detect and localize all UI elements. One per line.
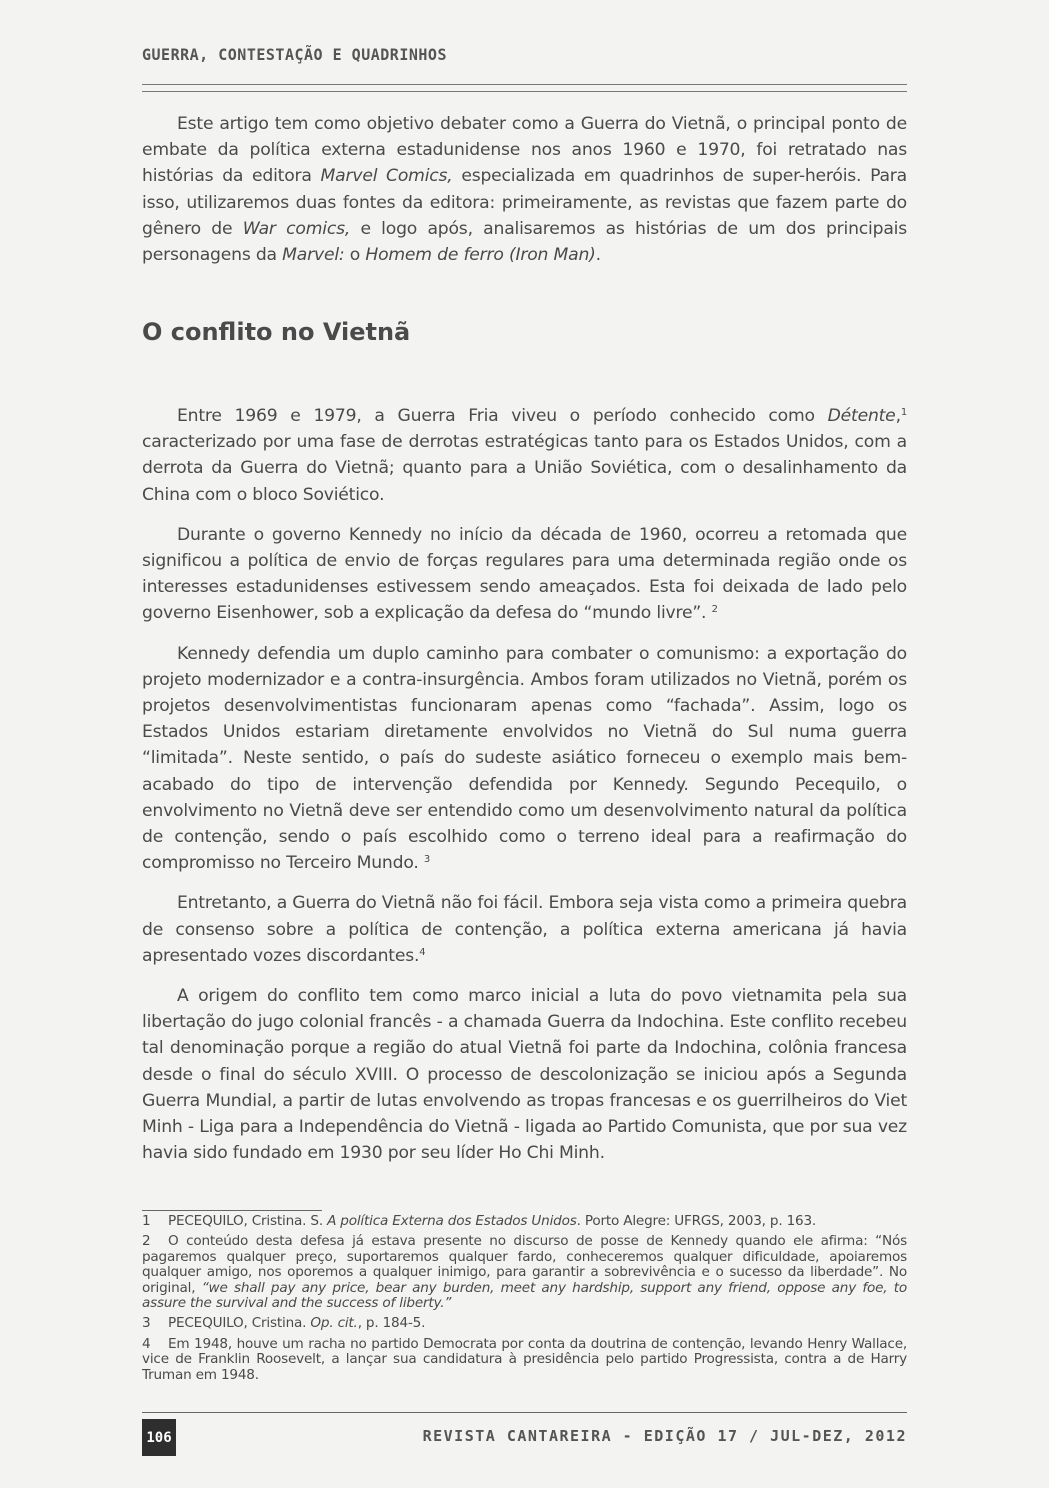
- footnote-4: 4 Em 1948, houve um racha no partido Democrata por conta da doutrina de contenção, levando Henry Wallace, vice de Franklin Roosevelt, a lançar sua candidatura à presidência pelo partido Progressista, contra a de Harry Truman em 1948.: [142, 1335, 907, 1383]
- paragraph-1: Entre 1969 e 1979, a Guerra Fria viveu o período conhecido como Détente,$^1$ caracterizado por uma fase de derrotas estratégicas tanto para os Estados Unidos, com a derrota da Guerra do Vietnã; quanto para a União Soviética, com o desalinhamento da China com o bloco Soviético.: [142, 406, 907, 505]
- paragraph-5: A origem do conflito tem como marco inicial a luta do povo vietnamita pela sua libertação do jugo colonial francês - a chamada Guerra da Indochina. Este conflito recebeu tal denominação porque a região do atual Vietnã foi parte da Indochina, colônia francesa desde o final do século XVIII. O processo de descolonização se iniciou após a Segunda Guerra Mundial, a partir de lutas envolvendo as tropas francesas e os guerrilheiros do Viet Minh - Liga para a Independência do Vietnã - ligada ao Partido Comunista, que por sua vez havia sido fundado em 1930 por seu líder Ho Chi Minh.: [142, 986, 907, 1164]
- paragraph-3: Kennedy defendia um duplo caminho para combater o comunismo: a exportação do projeto modernizador e a contra-insurgência. Ambos foram utilizados no Vietnã, porém os projetos desenvolvimentistas funcionaram apenas como “fachada”. Assim, logo os Estados Unidos estariam diretamente envolvidos no Vietnã do Sul numa guerra “limitada”. Neste sentido, o país do sudeste asiático forneceu o exemplo mais bem-acabado do tipo de intervenção defendida por Kennedy. Segundo Pecequilo, o envolvimento no Vietnã deve ser entendido como um desenvolvimento natural da política de contenção, sendo o país escolhido como o terreno ideal para a reafirmação do compromisso no Terceiro Mundo. $^3$: [142, 643, 907, 874]
- section-body: [142, 403, 907, 1166]
- footnote-3: 3 PECEQUILO, Cristina. Op. cit., p. 184-5.: [142, 1315, 426, 1332]
- intro-paragraph: Este artigo tem como objetivo debater como a Guerra do Vietnã, o principal ponto de embate da política externa estadunidense nos anos 1960 e 1970, foi retratado nas histórias da editora Marvel Comics, especializada em quadrinhos de super-heróis. Para isso, utilizaremos duas fontes da editora: primeiramente, as revistas que fazem parte do gênero de War comics, e logo após, analisaremos as histórias de um dos principais personagens da Marvel: o Homem de ferro (Iron Man).: [142, 114, 908, 266]
- header-rule: [142, 84, 907, 92]
- footnote-2: 2 O conteúdo desta defesa já estava presente no discurso de posse de Kennedy quando ele afirma: “Nós pagaremos qualquer preço, suportaremos qualquer fardo, conheceremos qualquer dificuldade, apoiaremos qualquer amigo, nos oporemos a qualquer inimigo, para garantir a sobrevivência e o sucesso da liberdade”. No original, “we shall pay any price, bear any burden, meet any hardship, support any friend, oppose any foe, to assure the survival and the success of liberty.”: [142, 1233, 907, 1312]
- intro-section: [142, 111, 907, 268]
- running-title: GUERRA, CONTESTAÇÃO E QUADRINHOS: [142, 45, 447, 65]
- footnote-ref-2[interactable]: 2: [711, 604, 718, 616]
- paragraph-4: Entretanto, a Guerra do Vietnã não foi fácil. Embora seja vista como a primeira quebra de consenso sobre a política de contenção, a política externa americana já havia apresentado vozes discordantes.$^4$: [142, 893, 907, 966]
- footnote-1: 1 PECEQUILO, Cristina. S. A política Externa dos Estados Unidos. Porto Alegre: UFRGS, 2003, p. 163.: [142, 1213, 817, 1229]
- footnote-ref-4[interactable]: 4: [419, 946, 426, 958]
- footnotes: [142, 1214, 907, 1388]
- journal-info: REVISTA CANTAREIRA - EDIÇÃO 17 / JUL-DEZ, 2012: [422, 1427, 907, 1445]
- footnote-ref-1[interactable]: 1: [900, 407, 907, 418]
- footnote-rule: [142, 1210, 322, 1211]
- paragraph-2: Durante o governo Kennedy no início da década de 1960, ocorreu a retomada que significou a política de envio de forças regulares para uma determinada região onde os interesses estadunidenses estivessem sendo ameaçados. Esta foi deixada de lado pelo governo Eisenhower, sob a explicação da defesa do “mundo livre”. $^2$: [142, 524, 907, 624]
- section-heading: O conflito no Vietnã: [142, 318, 411, 346]
- page-number: 106: [142, 1419, 176, 1456]
- footnote-ref-3[interactable]: 3: [423, 854, 431, 866]
- footer-rule: [142, 1412, 907, 1413]
